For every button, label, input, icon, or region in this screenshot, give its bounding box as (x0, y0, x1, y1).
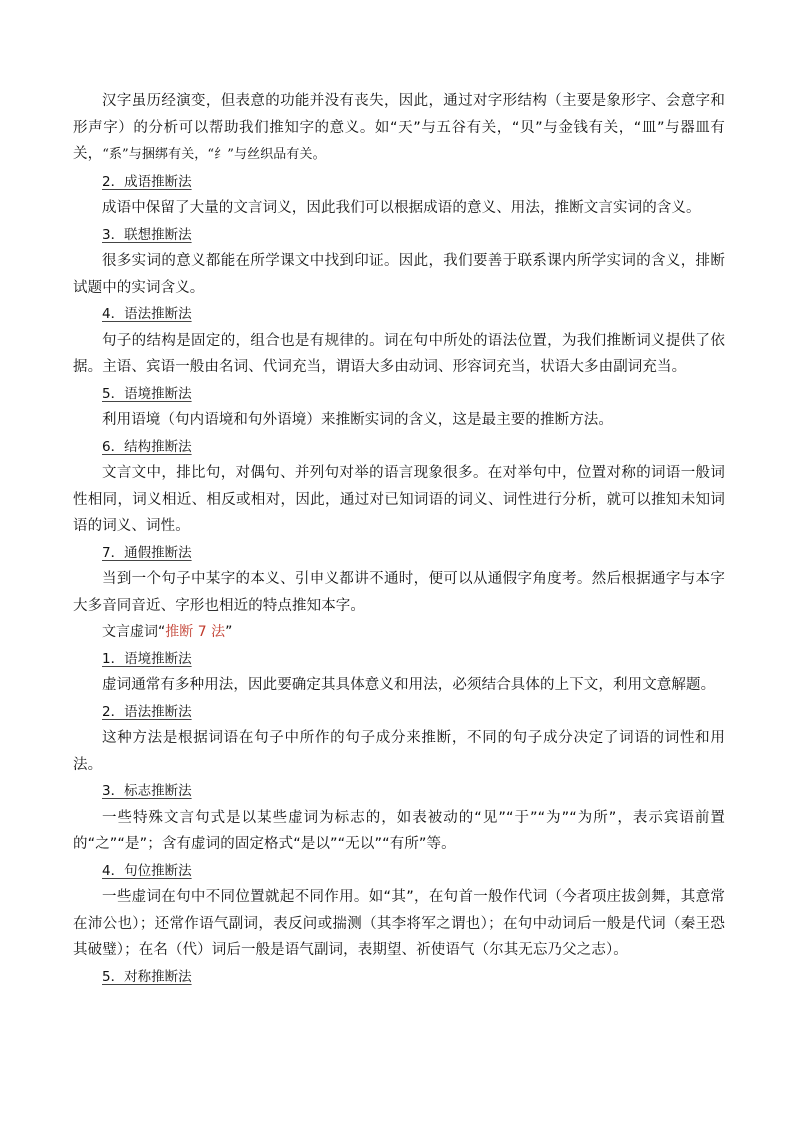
fw-section-5 (73, 964, 725, 991)
section-body: 一些特殊文言句式是以某些虚词为标志的，如表被动的“见”“于”“为”“为所”，表示宾语前置的“之”“是”；含有虚词的固定格式“是以”“无以”“有所”等。 (73, 809, 725, 852)
section-heading: 6．结构推断法 (102, 438, 192, 455)
section-2 (73, 169, 725, 222)
section-6 (73, 434, 725, 540)
section-heading: 2．成语推断法 (102, 173, 192, 190)
subtitle-suffix: ” (225, 624, 233, 640)
fw-section-1 (73, 646, 725, 699)
section-body: 虚词通常有多种用法，因此要确定其具体意义和用法，必须结合具体的上下文，利用文意解题。 (102, 677, 716, 693)
intro-main-text: 汉字虽历经演变，但表意的功能并没有丧失，因此，通过对字形结构（主要是象形字、会意字和形声字）的分析可以帮助我们推知字的意义。如“天”与五谷有关，“贝”与金钱有关，“皿”与器皿有关， (73, 93, 725, 162)
section-heading: 1．语境推断法 (102, 650, 192, 667)
document-page (73, 88, 725, 990)
section-3 (73, 222, 725, 302)
section-heading: 5．对称推断法 (102, 968, 192, 985)
section-body: 句子的结构是固定的，组合也是有规律的。词在句中所处的语法位置，为我们推断词义提供了依据。主语、宾语一般由名词、代词充当，谓语大多由动词、形容词充当，状语大多由副词充当。 (73, 332, 725, 375)
fw-section-2 (73, 699, 725, 779)
section-5 (73, 381, 725, 434)
subtitle-highlight: 推断 7 法 (165, 624, 226, 640)
section-body: 当到一个句子中某字的本义、引申义都讲不通时，便可以从通假字角度考。然后根据通字与本字大多音同音近、字形也相近的特点推知本字。 (73, 571, 725, 614)
section-heading: 4．语法推断法 (102, 306, 192, 322)
subtitle-prefix: 文言虚词“ (102, 624, 166, 640)
section-body: 利用语境（句内语境和句外语境）来推断实词的含义，这是最主要的推断方法。 (102, 412, 613, 428)
fw-section-4 (73, 858, 725, 964)
section-heading: 3．标志推断法 (102, 783, 192, 799)
intro-paragraph (73, 88, 725, 169)
section-4 (73, 301, 725, 381)
section-heading: 4．句位推断法 (102, 862, 192, 879)
section-body: 文言文中，排比句，对偶句、并列句对举的语言现象很多。在对举句中，位置对称的词语一般词性相同，词义相近、相反或相对，因此，通过对已知词语的词义、词性进行分析，就可以推知未知词语的词义、词性。 (73, 465, 725, 534)
function-words-subtitle (73, 619, 725, 646)
intro-tail-text: “系”与捆绑有关，“纟”与丝织品有关。 (102, 147, 326, 162)
section-heading: 5．语境推断法 (102, 385, 192, 402)
section-7 (73, 540, 725, 620)
section-body: 成语中保留了大量的文言词义，因此我们可以根据成语的意义、用法，推断文言实词的含义。 (102, 200, 701, 216)
section-heading: 7．通假推断法 (102, 544, 192, 561)
section-heading: 3．联想推断法 (102, 226, 192, 243)
section-body: 一些虚词在句中不同位置就起不同作用。如“其”，在句首一般作代词（今者项庄拔剑舞，其意常在沛公也）；还常作语气副词，表反问或揣测（其李将军之谓也）；在句中动词后一般是代词（秦王恐其破璧）；在名（代）词后一般是语气副词，表期望、祈使语气（尔其无忘乃父之志）。 (73, 889, 725, 958)
fw-section-3 (73, 778, 725, 858)
section-body: 很多实词的意义都能在所学课文中找到印证。因此，我们要善于联系课内所学实词的含义，排断试题中的实词含义。 (73, 253, 725, 296)
section-heading: 2．语法推断法 (102, 703, 192, 720)
section-body: 这种方法是根据词语在句子中所作的句子成分来推断，不同的句子成分决定了词语的词性和用法。 (73, 730, 725, 773)
